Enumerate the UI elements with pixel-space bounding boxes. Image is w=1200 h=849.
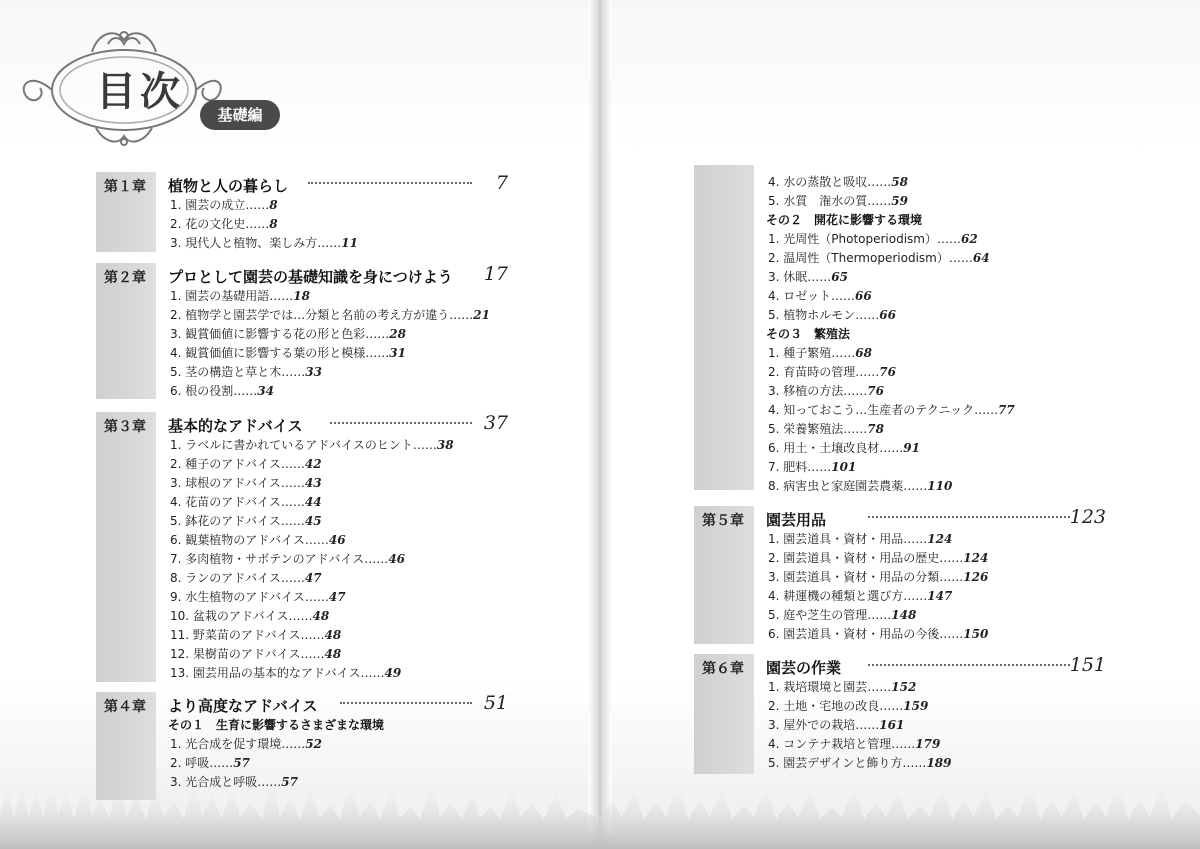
toc-item bbox=[768, 678, 916, 695]
toc-item-text: 3. 球根のアドバイス…… bbox=[170, 476, 305, 490]
toc-item-text: 4. 知っておこう…生産者のテクニック…… bbox=[768, 403, 999, 417]
chapter-block bbox=[96, 263, 516, 399]
toc-item-page: 77 bbox=[998, 403, 1015, 417]
toc-item-page: 62 bbox=[961, 232, 978, 246]
toc-item-text: 2. 種子のアドバイス…… bbox=[170, 457, 305, 471]
chapter-title: 基本的なアドバイス bbox=[168, 417, 303, 435]
toc-item bbox=[768, 363, 896, 380]
toc-item-text: 2. 土地・宅地の改良…… bbox=[768, 699, 904, 713]
toc-item-page: 33 bbox=[305, 365, 322, 379]
toc-item-text: 1. 園芸の成立…… bbox=[170, 198, 270, 212]
toc-item bbox=[768, 735, 940, 752]
toc-item-text: 5. 植物ホルモン…… bbox=[768, 308, 880, 322]
chapter-block bbox=[96, 412, 516, 682]
toc-item-page: 57 bbox=[281, 775, 298, 789]
chapter-label: 第２章 bbox=[104, 270, 146, 286]
chapter-block bbox=[96, 692, 516, 800]
chapter-label: 第３章 bbox=[104, 419, 146, 435]
toc-item-text: 5. 茎の構造と草と木…… bbox=[170, 365, 306, 379]
toc-item bbox=[768, 568, 988, 585]
chapter-title: より高度なアドバイス bbox=[168, 697, 318, 715]
toc-item-page: 57 bbox=[233, 756, 250, 770]
toc-item bbox=[170, 436, 454, 453]
toc-item-text: 3. 光合成と呼吸…… bbox=[170, 775, 282, 789]
toc-item bbox=[768, 477, 952, 494]
toc-item-page: 31 bbox=[389, 346, 406, 360]
toc-item bbox=[768, 420, 884, 437]
toc-item-page: 189 bbox=[926, 756, 952, 770]
chapter-leader-dots bbox=[308, 182, 472, 184]
toc-item-text: 2. 育苗時の管理…… bbox=[768, 365, 880, 379]
toc-item-text: 5. 水質 潅水の質…… bbox=[768, 194, 892, 208]
chapter-page: 123 bbox=[1069, 506, 1106, 528]
chapter-block bbox=[694, 506, 1114, 644]
toc-item-page: 34 bbox=[257, 384, 274, 398]
toc-item-text: 3. 移植の方法…… bbox=[768, 384, 868, 398]
toc-item-page: 64 bbox=[972, 251, 990, 265]
toc-item-page: 76 bbox=[879, 365, 896, 379]
toc-item-page: 49 bbox=[384, 666, 402, 680]
toc-item-page: 126 bbox=[963, 570, 989, 584]
toc-item-page: 59 bbox=[891, 194, 908, 208]
toc-item-text: 6. 観葉植物のアドバイス…… bbox=[170, 533, 329, 547]
toc-item-text: 4. 水の蒸散と吸収…… bbox=[768, 175, 892, 189]
toc-item-page: 78 bbox=[867, 422, 884, 436]
toc-item-page: 11 bbox=[341, 236, 358, 250]
toc-item bbox=[768, 268, 848, 285]
toc-item bbox=[768, 625, 988, 642]
toc-item bbox=[768, 306, 896, 323]
toc-item bbox=[170, 325, 406, 342]
toc-item-page: 58 bbox=[891, 175, 908, 189]
toc-item-page: 46 bbox=[328, 533, 346, 547]
toc-item-page: 110 bbox=[927, 479, 953, 493]
toc-item bbox=[768, 287, 872, 304]
toc-item-text: 6. 用土・土壌改良材…… bbox=[768, 441, 904, 455]
chapter-label: 第６章 bbox=[702, 661, 744, 677]
chapter-page: 17 bbox=[483, 263, 508, 285]
toc-item-text: 1. 栽培環境と園芸…… bbox=[768, 680, 892, 694]
chapter-leader-dots bbox=[340, 702, 472, 704]
toc-item-page: 45 bbox=[304, 514, 322, 528]
toc-item bbox=[170, 382, 274, 399]
toc-item-text: 2. 温周性（Thermoperiodism）…… bbox=[768, 251, 973, 265]
toc-item-page: 8 bbox=[269, 198, 278, 212]
toc-item-text: 6. 園芸道具・資材・用品の今後…… bbox=[768, 627, 964, 641]
toc-item-page: 159 bbox=[903, 699, 929, 713]
toc-item-text: 3. 園芸道具・資材・用品の分類…… bbox=[768, 570, 964, 584]
toc-item bbox=[170, 215, 278, 232]
toc-item bbox=[170, 773, 298, 790]
toc-item-text: 7. 多肉植物・サボテンのアドバイス…… bbox=[170, 552, 389, 566]
chapter-page: 51 bbox=[483, 692, 508, 714]
toc-item-text: 10. 盆栽のアドバイス…… bbox=[170, 609, 313, 623]
chapter-title: 植物と人の暮らし bbox=[168, 177, 289, 195]
toc-item-page: 91 bbox=[903, 441, 920, 455]
chapter-leader-dots bbox=[868, 516, 1070, 518]
toc-item-page: 21 bbox=[473, 308, 490, 322]
toc-item-page: 65 bbox=[831, 270, 848, 284]
toc-item bbox=[170, 607, 329, 624]
toc-item bbox=[768, 716, 904, 733]
toc-item bbox=[170, 287, 310, 304]
chapter-page: 37 bbox=[483, 412, 508, 434]
toc-item-text: 7. 肥料…… bbox=[768, 460, 832, 474]
chapter-block bbox=[96, 172, 516, 252]
toc-item-text: 8. ランのアドバイス…… bbox=[170, 571, 305, 585]
toc-item-page: 152 bbox=[891, 680, 917, 694]
toc-item-text: 4. 観賞価値に影響する葉の形と模様…… bbox=[170, 346, 390, 360]
toc-item-text: 5. 栄養繁殖法…… bbox=[768, 422, 868, 436]
toc-item-text: 3. 休眠…… bbox=[768, 270, 832, 284]
section-heading: その３ 繁殖法 bbox=[766, 327, 851, 341]
toc-item bbox=[768, 530, 952, 547]
chapter-page: 7 bbox=[495, 172, 508, 194]
chapter-band bbox=[96, 412, 156, 682]
toc-item bbox=[768, 192, 908, 209]
toc-item-text: 2. 呼吸…… bbox=[170, 756, 234, 770]
toc-item-page: 47 bbox=[304, 571, 322, 585]
chapter-page: 151 bbox=[1069, 654, 1106, 676]
chapter-label: 第４章 bbox=[104, 699, 146, 715]
toc-item-page: 42 bbox=[304, 457, 322, 471]
edition-badge: 基礎編 bbox=[200, 100, 280, 130]
toc-item bbox=[768, 697, 928, 714]
toc-item-page: 28 bbox=[389, 327, 406, 341]
toc-item-page: 147 bbox=[927, 589, 953, 603]
toc-item bbox=[768, 344, 872, 361]
toc-item bbox=[170, 493, 322, 510]
toc-item-page: 148 bbox=[891, 608, 917, 622]
toc-item bbox=[170, 645, 341, 662]
toc-item-text: 9. 水生植物のアドバイス…… bbox=[170, 590, 329, 604]
toc-item-text: 2. 花の文化史…… bbox=[170, 217, 270, 231]
toc-item-page: 66 bbox=[855, 289, 872, 303]
chapter-band bbox=[694, 165, 754, 490]
toc-item bbox=[170, 588, 346, 605]
chapter-block bbox=[694, 654, 1114, 774]
toc-item-text: 4. コンテナ栽培と管理…… bbox=[768, 737, 916, 751]
chapter-title: プロとして園芸の基礎知識を身につけよう bbox=[168, 268, 453, 286]
toc-item bbox=[768, 439, 920, 456]
toc-item bbox=[170, 550, 405, 567]
chapter-title: 園芸の作業 bbox=[766, 659, 842, 677]
toc-item-text: 5. 庭や芝生の管理…… bbox=[768, 608, 892, 622]
toc-item-text: 3. 現代人と植物、楽しみ方…… bbox=[170, 236, 342, 250]
toc-item-text: 1. 光周性（Photoperiodism）…… bbox=[768, 232, 961, 246]
toc-item-text: 1. 園芸の基礎用語…… bbox=[170, 289, 294, 303]
toc-item-page: 48 bbox=[324, 628, 342, 642]
toc-item-page: 76 bbox=[867, 384, 884, 398]
toc-item bbox=[170, 735, 322, 752]
toc-item bbox=[768, 382, 884, 399]
toc-item bbox=[768, 606, 916, 623]
toc-item bbox=[768, 249, 990, 266]
toc-item-text: 1. 種子繁殖…… bbox=[768, 346, 856, 360]
toc-item bbox=[170, 531, 346, 548]
toc-item bbox=[768, 458, 856, 475]
chapter-label: 第１章 bbox=[104, 179, 146, 195]
toc-item-page: 44 bbox=[304, 495, 322, 509]
chapter-label: 第５章 bbox=[702, 513, 744, 529]
toc-item-text: 8. 病害虫と家庭園芸農薬…… bbox=[768, 479, 928, 493]
toc-item bbox=[170, 664, 401, 681]
toc-item-text: 3. 屋外での栽培…… bbox=[768, 718, 880, 732]
toc-item-text: 4. 耕運機の種類と選び方…… bbox=[768, 589, 928, 603]
toc-item-page: 46 bbox=[388, 552, 406, 566]
toc-item bbox=[170, 363, 322, 380]
chapter-leader-dots bbox=[868, 664, 1070, 666]
toc-item bbox=[170, 474, 322, 491]
toc-item-page: 66 bbox=[879, 308, 896, 322]
toc-item-text: 12. 果樹苗のアドバイス…… bbox=[170, 647, 325, 661]
toc-item-text: 2. 植物学と園芸学では…分類と名前の考え方が違う…… bbox=[170, 308, 474, 322]
toc-item bbox=[170, 196, 278, 213]
toc-item-page: 43 bbox=[304, 476, 322, 490]
toc-item-text: 2. 園芸道具・資材・用品の歴史…… bbox=[768, 551, 964, 565]
toc-item-text: 1. 光合成を促す環境…… bbox=[170, 737, 306, 751]
toc-item-page: 124 bbox=[963, 551, 989, 565]
toc-item-text: 6. 根の役割…… bbox=[170, 384, 258, 398]
toc-item-text: 4. ロゼット…… bbox=[768, 289, 856, 303]
toc-item-page: 18 bbox=[293, 289, 310, 303]
toc-item-page: 150 bbox=[963, 627, 989, 641]
toc-item-page: 68 bbox=[855, 346, 872, 360]
toc-item-page: 48 bbox=[324, 647, 342, 661]
toc-item-page: 52 bbox=[305, 737, 322, 751]
toc-item bbox=[170, 306, 490, 323]
toc-item-page: 8 bbox=[269, 217, 278, 231]
toc-item bbox=[170, 512, 322, 529]
toc-item-page: 124 bbox=[927, 532, 953, 546]
toc-item-text: 1. 園芸道具・資材・用品…… bbox=[768, 532, 928, 546]
toc-item-page: 47 bbox=[328, 590, 346, 604]
toc-item bbox=[768, 173, 908, 190]
toc-item bbox=[170, 754, 250, 771]
section-heading: その１ 生育に影響するさまざまな環境 bbox=[168, 718, 385, 732]
toc-item-text: 5. 鉢花のアドバイス…… bbox=[170, 514, 305, 528]
toc-item-text: 5. 園芸デザインと飾り方…… bbox=[768, 756, 927, 770]
toc-item bbox=[768, 754, 952, 771]
toc-item-text: 11. 野菜苗のアドバイス…… bbox=[170, 628, 325, 642]
toc-item-page: 179 bbox=[915, 737, 941, 751]
toc-item bbox=[768, 401, 1015, 418]
toc-item bbox=[170, 455, 322, 472]
toc-item-text: 13. 園芸用品の基本的なアドバイス…… bbox=[170, 666, 385, 680]
chapter-continuation bbox=[694, 165, 1114, 493]
toc-item-text: 4. 花苗のアドバイス…… bbox=[170, 495, 305, 509]
toc-item bbox=[768, 587, 952, 604]
toc-item bbox=[170, 344, 406, 361]
toc-item bbox=[768, 549, 988, 566]
toc-item-text: 1. ラベルに書かれているアドバイスのヒント…… bbox=[170, 438, 437, 452]
toc-item bbox=[170, 626, 341, 643]
toc-item-text: 3. 観賞価値に影響する花の形と色彩…… bbox=[170, 327, 390, 341]
toc-item bbox=[170, 234, 358, 251]
toc-item-page: 161 bbox=[879, 718, 905, 732]
page-title: 目次 bbox=[96, 68, 184, 115]
toc-item bbox=[170, 569, 322, 586]
toc-item-page: 48 bbox=[312, 609, 330, 623]
toc-item-page: 38 bbox=[436, 438, 454, 452]
section-heading: その２ 開花に影響する環境 bbox=[766, 213, 923, 227]
chapter-title: 園芸用品 bbox=[766, 511, 827, 529]
toc-item-page: 101 bbox=[831, 460, 857, 474]
toc-item bbox=[768, 230, 978, 247]
chapter-leader-dots bbox=[330, 422, 472, 424]
